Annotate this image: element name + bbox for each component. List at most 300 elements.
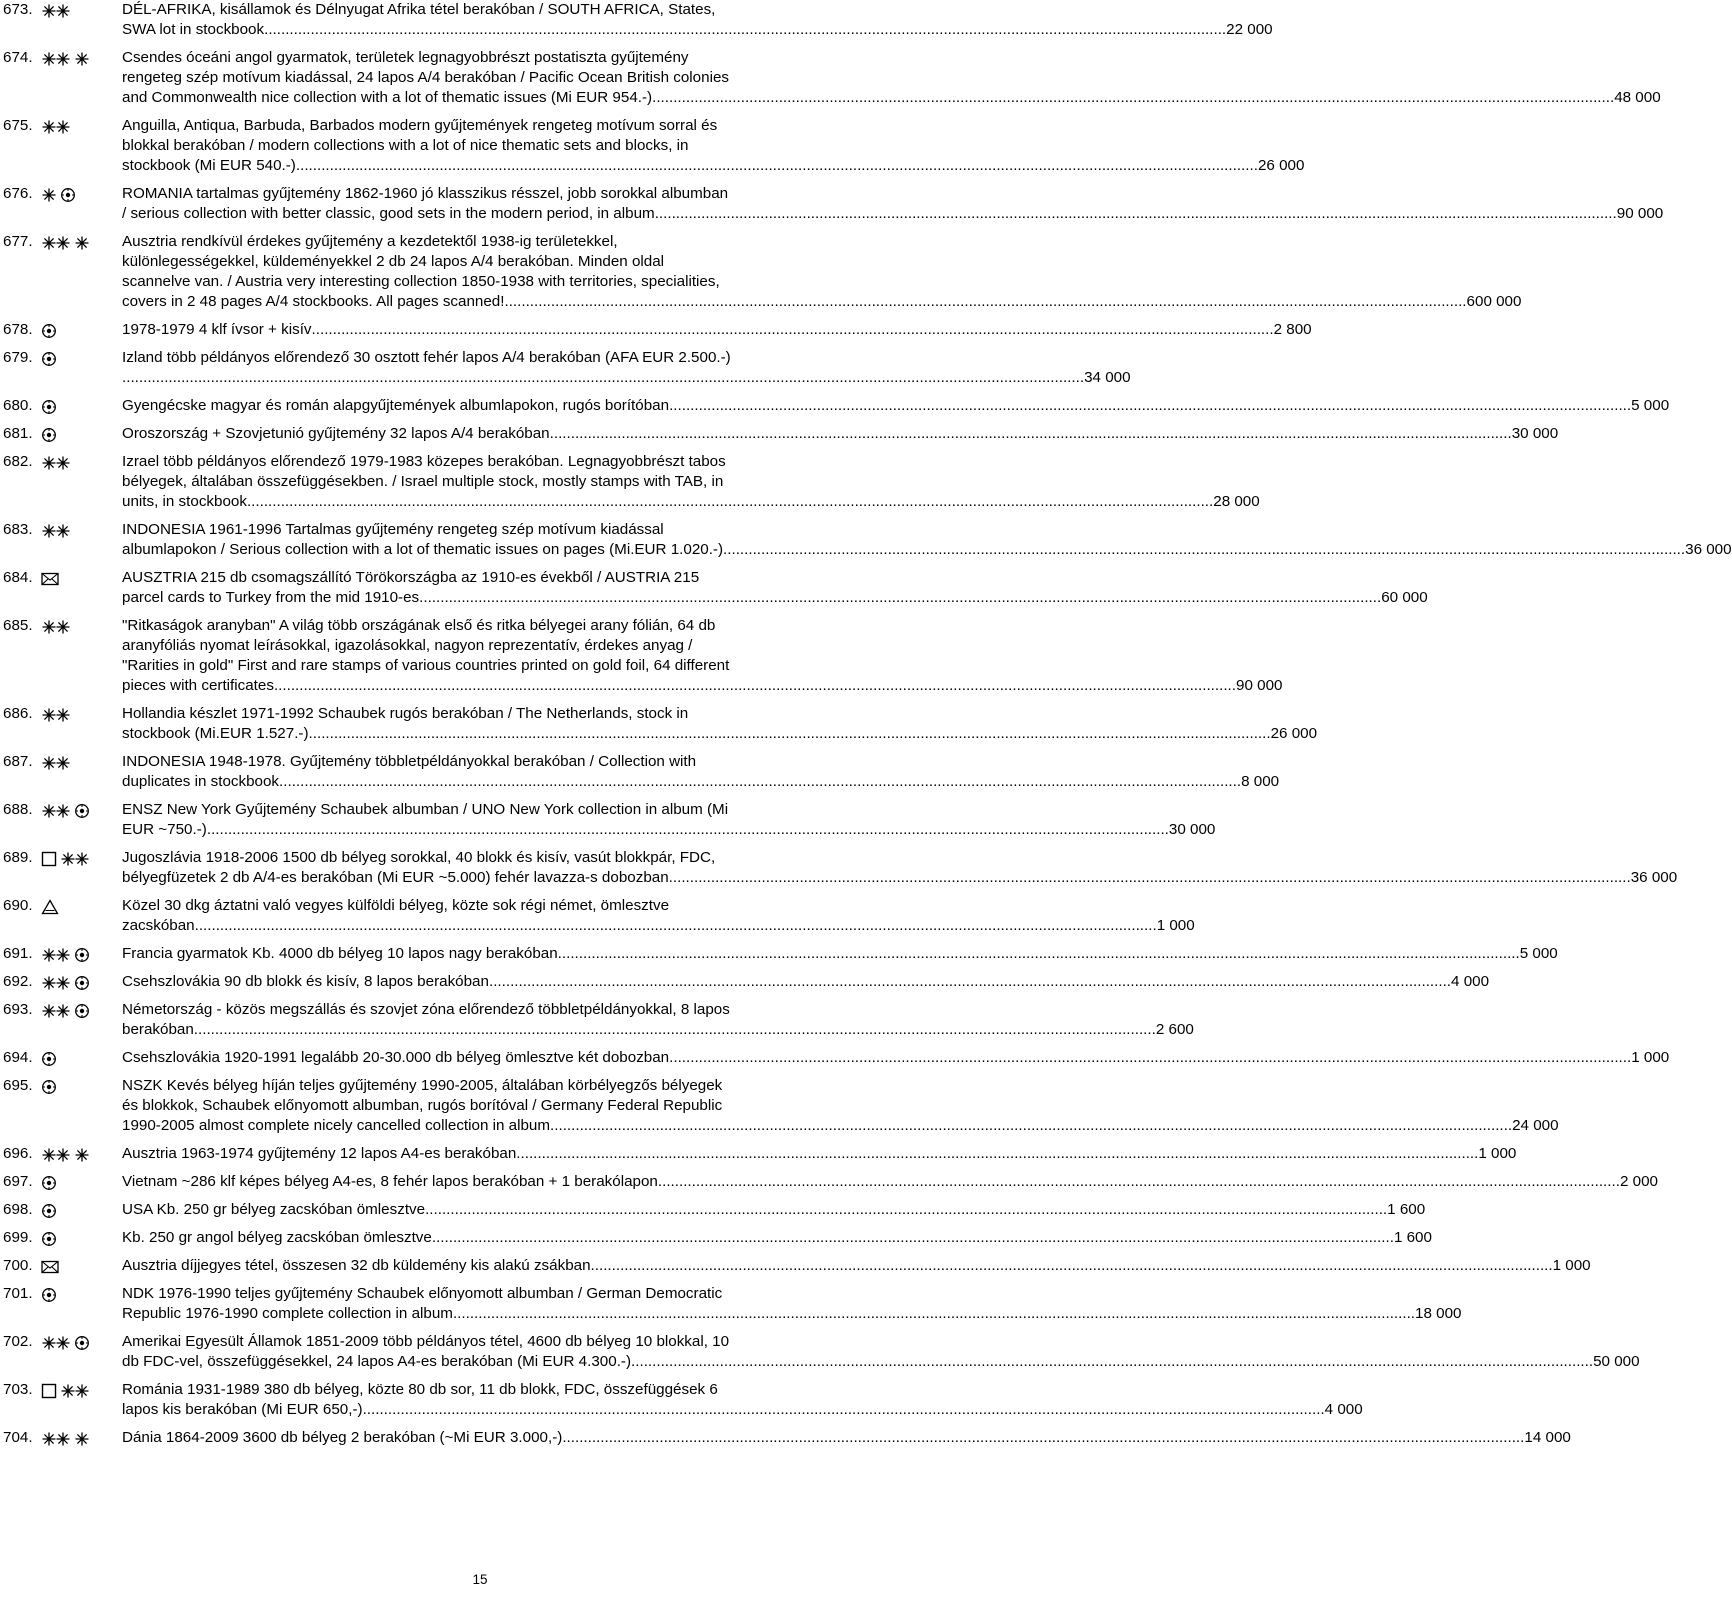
lot-condition-icons — [41, 1200, 122, 1220]
lot-price: 24 000 — [1512, 1117, 1559, 1134]
description-last-line: 1978-1979 4 klf ívsor + kisív — [122, 321, 312, 338]
lot-price: 36 000 — [1630, 869, 1678, 886]
dot-leader: .................................................................................................................................................................................................................................... — [723, 541, 1686, 558]
lot-number: 682. — [3, 453, 33, 470]
description-last-line: EUR ~750.-) — [122, 821, 207, 838]
description-last-line: db FDC-vel, összefüggésekkel, 24 lapos A4-es berakóban (Mi EUR 4.300.-) — [122, 1353, 632, 1370]
dot-leader: .................................................................................................................................................................................................................................... — [295, 157, 1258, 174]
stamps-mint-icon — [41, 3, 71, 19]
lot-item — [0, 1076, 1559, 1136]
dot-leader: .................................................................................................................................................................................................................................... — [652, 89, 1615, 106]
lot-description — [122, 1048, 1670, 1068]
lot-item — [0, 348, 1131, 388]
lot-description — [122, 568, 1428, 608]
description-line: Izrael több példányos előrendező 1979-1983 közepes berakóban. Legnagyobbrészt tabos — [122, 453, 726, 470]
stamp-used-icon — [41, 399, 57, 415]
lot-number: 688. — [3, 801, 33, 818]
lot-number: 696. — [3, 1145, 33, 1162]
lot-price: 1 000 — [1631, 1049, 1670, 1066]
price-line — [122, 1352, 1640, 1372]
price-line — [122, 724, 1318, 744]
description-last-line: 1990-2005 almost complete nicely cancelled collection in album — [122, 1117, 551, 1134]
description-last-line: / serious collection with better classic, good sets in the modern period, in album — [122, 205, 655, 222]
lot-description — [122, 752, 1280, 792]
stamp-used-icon — [41, 1231, 57, 1247]
lot-item — [0, 0, 1273, 40]
dot-leader: .................................................................................................................................................................................................................................... — [194, 917, 1157, 934]
lot-condition-icons — [41, 616, 122, 636]
lot-item — [0, 1200, 1426, 1220]
lot-number: 697. — [3, 1173, 33, 1190]
price-line — [122, 1256, 1591, 1276]
dot-leader: .................................................................................................................................................................................................................................... — [431, 1229, 1394, 1246]
lot-number: 702. — [3, 1333, 33, 1350]
lot-price: 34 000 — [1084, 369, 1131, 386]
lot-description — [122, 396, 1670, 416]
lot-condition-icons — [41, 0, 122, 20]
page-number: 15 — [472, 1572, 488, 1587]
envelope-icon — [41, 572, 59, 586]
lot-item — [0, 800, 1216, 840]
lot-condition-icons — [41, 1428, 122, 1448]
dot-leader: .................................................................................................................................................................................................................................... — [251, 493, 1214, 510]
stamp-hinged-icon — [74, 1147, 90, 1163]
lot-item — [0, 1228, 1432, 1248]
lot-price: 4 000 — [1324, 1401, 1363, 1418]
stamps-mint-icon — [41, 119, 71, 135]
lot-description — [122, 1380, 1363, 1420]
stamps-mint-icon — [60, 1383, 90, 1399]
lot-price: 60 000 — [1381, 589, 1428, 606]
lot-condition-icons — [41, 348, 122, 368]
stamp-used-icon — [41, 323, 57, 339]
lot-item — [0, 848, 1678, 888]
price-line — [122, 1400, 1363, 1420]
price-line — [122, 1200, 1426, 1220]
stamps-mint-icon — [41, 803, 71, 819]
lot-number: 675. — [3, 117, 33, 134]
lot-condition-icons — [41, 568, 122, 588]
lot-condition-icons — [41, 1332, 122, 1352]
dot-leader: .................................................................................................................................................................................................................................... — [193, 1021, 1156, 1038]
stamp-used-icon — [41, 351, 57, 367]
lot-condition-icons — [41, 116, 122, 136]
dot-leader: .................................................................................................................................................................................................................................... — [311, 321, 1274, 338]
price-line — [122, 1144, 1517, 1164]
lot-item — [0, 1380, 1363, 1420]
stamps-mint-icon — [41, 947, 71, 963]
price-line — [122, 20, 1273, 40]
lot-description — [122, 348, 1131, 388]
description-line: rengeteg szép motívum kiadással, 24 lapos A/4 berakóban / Pacific Ocean British colonies — [122, 69, 729, 86]
dot-leader: .................................................................................................................................................................................................................................... — [562, 1429, 1525, 1446]
lot-description — [122, 1144, 1517, 1164]
lot-price: 26 000 — [1270, 725, 1318, 742]
price-line — [122, 368, 1131, 388]
lot-description — [122, 1200, 1426, 1220]
lot-price: 90 000 — [1236, 677, 1283, 694]
lot-condition-icons — [41, 320, 122, 340]
description-line: Jugoszlávia 1918-2006 1500 db bélyeg sorokkal, 40 blokk és kisív, vasút blokkpár, FDC, — [122, 849, 716, 866]
lot-item — [0, 1256, 1591, 1276]
price-line — [122, 88, 1661, 108]
lot-condition-icons — [41, 1144, 122, 1164]
description-line: AUSZTRIA 215 db csomagszállító Törökországba az 1910-es évekből / AUSTRIA 215 — [122, 569, 700, 586]
lot-number: 680. — [3, 397, 33, 414]
price-line — [122, 676, 1283, 696]
stamp-hinged-icon — [74, 235, 90, 251]
lot-item — [0, 396, 1670, 416]
lot-condition-icons — [41, 184, 122, 204]
lot-item — [0, 1172, 1658, 1192]
lot-number: 700. — [3, 1257, 33, 1274]
description-last-line: parcel cards to Turkey from the mid 1910-es — [122, 589, 420, 606]
description-line: ROMANIA tartalmas gyűjtemény 1862-1960 jó klasszikus résszel, jobb sorokkal albumban — [122, 185, 729, 202]
lot-price: 18 000 — [1415, 1305, 1462, 1322]
lot-item — [0, 1048, 1670, 1068]
lot-condition-icons — [41, 896, 122, 916]
price-line — [122, 1228, 1432, 1248]
lot-price: 5 000 — [1631, 397, 1670, 414]
lot-number: 690. — [3, 897, 33, 914]
lot-number: 679. — [3, 349, 33, 366]
lot-description — [122, 944, 1558, 964]
lot-item — [0, 616, 1283, 696]
lot-number: 685. — [3, 617, 33, 634]
dot-leader: .................................................................................................................................................................................................................................... — [425, 1201, 1388, 1218]
lot-item — [0, 1144, 1517, 1164]
lot-item — [0, 1332, 1640, 1372]
lot-item — [0, 452, 1260, 512]
dot-leader: .................................................................................................................................................................................................................................... — [504, 293, 1467, 310]
lot-condition-icons — [41, 1284, 122, 1304]
description-last-line: Ausztria díjjegyes tétel, összesen 32 db küldemény kis alakú zsákban — [122, 1257, 591, 1274]
dot-leader: .................................................................................................................................................................................................................................... — [549, 425, 1512, 442]
stamp-used-icon — [41, 1175, 57, 1191]
dot-leader: .................................................................................................................................................................................................................................... — [264, 21, 1227, 38]
description-last-line: Csehszlovákia 90 db blokk és kisív, 8 lapos berakóban — [122, 973, 489, 990]
description-last-line: pieces with certificates — [122, 677, 274, 694]
description-line: Csendes óceáni angol gyarmatok, területek legnagyobbrészt postatiszta gyűjtemény — [122, 49, 689, 66]
lot-description — [122, 424, 1559, 444]
lot-description — [122, 1172, 1658, 1192]
price-line — [122, 820, 1216, 840]
lot-number: 673. — [3, 1, 33, 18]
lot-description — [122, 848, 1678, 888]
description-last-line: SWA lot in stockbook — [122, 21, 265, 38]
description-line: ENSZ New York Gyűjtemény Schaubek albumban / UNO New York collection in album (Mi — [122, 801, 729, 818]
lot-description — [122, 1076, 1559, 1136]
lot-item — [0, 424, 1559, 444]
lot-item — [0, 184, 1664, 224]
lot-condition-icons — [41, 800, 122, 820]
lot-description — [122, 0, 1273, 40]
stamps-mint-icon — [41, 1003, 71, 1019]
description-last-line: albumlapokon / Serious collection with a lot of thematic issues on pages (Mi.EUR 1.020.-) — [122, 541, 724, 558]
price-line — [122, 1172, 1658, 1192]
dot-leader: .................................................................................................................................................................................................................................... — [669, 1049, 1632, 1066]
lot-price: 1 600 — [1387, 1201, 1426, 1218]
lot-description — [122, 1284, 1462, 1324]
description-line: INDONESIA 1948-1978. Gyűjtemény többletpéldányokkal berakóban / Collection with — [122, 753, 697, 770]
stamp-used-icon — [74, 1335, 90, 1351]
price-line — [122, 492, 1260, 512]
lot-description — [122, 1228, 1432, 1248]
lot-number: 686. — [3, 705, 33, 722]
lot-price: 1 000 — [1478, 1145, 1517, 1162]
lot-price: 1 000 — [1552, 1257, 1591, 1274]
stamps-mint-icon — [41, 975, 71, 991]
description-last-line: duplicates in stockbook — [122, 773, 280, 790]
lot-number: 701. — [3, 1285, 33, 1302]
price-line — [122, 424, 1559, 444]
lot-condition-icons — [41, 752, 122, 772]
description-line: "Ritkaságok aranyban" A világ több országának első és ritka bélyegei arany fólián, 64 db — [122, 617, 716, 634]
description-last-line: Republic 1976-1990 complete collection in album — [122, 1305, 453, 1322]
price-line — [122, 320, 1312, 340]
stamps-mint-icon — [41, 707, 71, 723]
lot-condition-icons — [41, 1076, 122, 1096]
lot-number: 691. — [3, 945, 33, 962]
stamp-used-icon — [41, 427, 57, 443]
lot-price: 26 000 — [1257, 157, 1305, 174]
description-last-line: Gyengécske magyar és román alapgyűjtemények albumlapokon, rugós borítóban — [122, 397, 670, 414]
lot-price: 1 600 — [1393, 1229, 1432, 1246]
lot-description — [122, 520, 1732, 560]
mixed-quality-icon — [41, 899, 59, 915]
dot-leader: .................................................................................................................................................................................................................................... — [488, 973, 1452, 990]
description-last-line: Vietnam ~286 klf képes bélyeg A4-es, 8 fehér lapos berakóban + 1 berakólapon — [122, 1173, 658, 1190]
description-line: és blokkok, Schaubek előnyomott albumban, rugós borítóval / Germany Federal Republic — [122, 1097, 723, 1114]
lot-price: 22 000 — [1226, 21, 1273, 38]
description-last-line: and Commonwealth nice collection with a lot of thematic issues (Mi EUR 954.-) — [122, 89, 653, 106]
stamps-mint-icon — [41, 51, 71, 67]
stamps-mint-icon — [41, 755, 71, 771]
dot-leader: .................................................................................................................................................................................................................................... — [308, 725, 1271, 742]
dot-leader: .................................................................................................................................................................................................................................... — [557, 945, 1520, 962]
lot-condition-icons — [41, 396, 122, 416]
lot-number: 703. — [3, 1381, 33, 1398]
lot-description — [122, 1428, 1571, 1448]
description-line: INDONESIA 1961-1996 Tartalmas gyűjtemény rengeteg szép motívum kiadással — [122, 521, 664, 538]
price-line — [122, 292, 1522, 312]
lot-item — [0, 116, 1305, 176]
lot-number: 704. — [3, 1429, 33, 1446]
price-line — [122, 1428, 1571, 1448]
lot-price: 8 000 — [1241, 773, 1280, 790]
price-line — [122, 944, 1558, 964]
price-line — [122, 1048, 1670, 1068]
stamp-hinged-icon — [74, 1431, 90, 1447]
lot-description — [122, 184, 1664, 224]
stamp-used-icon — [41, 1079, 57, 1095]
lot-number: 694. — [3, 1049, 33, 1066]
lot-item — [0, 944, 1558, 964]
block-icon — [41, 851, 57, 867]
lot-condition-icons — [41, 232, 122, 252]
price-line — [122, 204, 1664, 224]
lot-number: 674. — [3, 49, 33, 66]
lot-number: 689. — [3, 849, 33, 866]
lot-number: 693. — [3, 1001, 33, 1018]
dot-leader: .................................................................................................................................................................................................................................... — [452, 1305, 1416, 1322]
lot-condition-icons — [41, 972, 122, 992]
block-icon — [41, 1383, 57, 1399]
lot-number: 681. — [3, 425, 33, 442]
description-line: Románia 1931-1989 380 db bélyeg, közte 80 db sor, 11 db blokk, FDC, összefüggések 6 — [122, 1381, 718, 1398]
stamp-used-icon — [74, 975, 90, 991]
lot-item — [0, 520, 1732, 560]
price-line — [122, 396, 1670, 416]
description-last-line: lapos kis berakóban (Mi EUR 650,-) — [122, 1401, 363, 1418]
description-line: blokkal berakóban / modern collections with a lot of nice thematic sets and blocks, in — [122, 137, 689, 154]
stamp-used-icon — [74, 947, 90, 963]
price-line — [122, 772, 1280, 792]
lot-number: 676. — [3, 185, 33, 202]
stamps-mint-icon — [60, 851, 90, 867]
lot-price: 50 000 — [1593, 1353, 1640, 1370]
stamp-used-icon — [41, 1051, 57, 1067]
lot-description — [122, 232, 1522, 312]
lot-condition-icons — [41, 1048, 122, 1068]
description-line: bélyegek, általában összefüggésekben. / Israel multiple stock, mostly stamps with TAB, in — [122, 473, 724, 490]
lot-number: 695. — [3, 1077, 33, 1094]
lot-number: 677. — [3, 233, 33, 250]
description-last-line: stockbook (Mi EUR 540.-) — [122, 157, 296, 174]
price-line — [122, 972, 1490, 992]
lot-description — [122, 1256, 1591, 1276]
lot-description — [122, 452, 1260, 512]
stamp-hinged-icon — [74, 51, 90, 67]
description-line: DÉL-AFRIKA, kisállamok és Délnyugat Afrika tétel berakóban / SOUTH AFRICA, States, — [122, 1, 716, 18]
dot-leader: .................................................................................................................................................................................................................................... — [590, 1257, 1553, 1274]
lot-condition-icons — [41, 48, 122, 68]
lot-number: 699. — [3, 1229, 33, 1246]
stamp-used-icon — [74, 1003, 90, 1019]
lot-item — [0, 568, 1428, 608]
lot-condition-icons — [41, 452, 122, 472]
lot-price: 2 600 — [1155, 1021, 1194, 1038]
lot-condition-icons — [41, 1256, 122, 1276]
lot-item — [0, 1000, 1194, 1040]
dot-leader: .................................................................................................................................................................................................................................... — [668, 869, 1631, 886]
lot-price: 28 000 — [1213, 493, 1260, 510]
lot-price: 90 000 — [1616, 205, 1664, 222]
lot-condition-icons — [41, 944, 122, 964]
description-last-line: Kb. 250 gr angol bélyeg zacskóban ömlesztve — [122, 1229, 432, 1246]
lot-item — [0, 752, 1280, 792]
lot-item — [0, 972, 1490, 992]
lot-condition-icons — [41, 424, 122, 444]
description-line: Anguilla, Antiqua, Barbuda, Barbados modern gyűjtemények rengeteg motívum sorral és — [122, 117, 718, 134]
description-line: Közel 30 dkg áztatni való vegyes külföldi bélyeg, közte sok régi német, ömlesztve — [122, 897, 670, 914]
lot-number: 687. — [3, 753, 33, 770]
dot-leader: .................................................................................................................................................................................................................................... — [362, 1401, 1325, 1418]
description-last-line: stockbook (Mi.EUR 1.527.-) — [122, 725, 309, 742]
lot-price: 14 000 — [1524, 1429, 1571, 1446]
lot-description — [122, 116, 1305, 176]
price-line — [122, 1116, 1559, 1136]
lot-description — [122, 1000, 1194, 1040]
price-line — [122, 1304, 1462, 1324]
description-last-line: units, in stockbook. — [122, 493, 252, 510]
lot-item — [0, 320, 1312, 340]
price-line — [122, 1020, 1194, 1040]
lot-condition-icons — [41, 1380, 122, 1400]
description-last-line: zacskóban — [122, 917, 195, 934]
description-line: Hollandia készlet 1971-1992 Schaubek rugós berakóban / The Netherlands, stock in — [122, 705, 689, 722]
description-line: NDK 1976-1990 teljes gyűjtemény Schaubek előnyomott albumban / German Democratic — [122, 1285, 723, 1302]
description-line: aranyfóliás nyomat leírásokkal, igazolásokkal, nagyon reprezentatív, érdekes anyag / — [122, 637, 693, 654]
description-last-line: Francia gyarmatok Kb. 4000 db bélyeg 10 lapos nagy berakóban — [122, 945, 558, 962]
lot-price: 48 000 — [1614, 89, 1661, 106]
stamps-mint-icon — [41, 523, 71, 539]
dot-leader: .................................................................................................................................................................................................................................... — [516, 1145, 1479, 1162]
lot-item — [0, 1428, 1571, 1448]
description-line: Izland több példányos előrendező 30 osztott fehér lapos A/4 berakóban (AFA EUR 2.500.-) — [122, 349, 731, 366]
description-last-line: Csehszlovákia 1920-1991 legalább 20-30.000 db bélyeg ömlesztve két dobozban — [122, 1049, 670, 1066]
description-line: Ausztria rendkívül érdekes gyűjtemény a kezdetektől 1938-ig területekkel, — [122, 233, 618, 250]
description-line: scannelve van. / Austria very interesting collection 1850-1938 with territories, specialities, — [122, 273, 720, 290]
lot-price: 36 000 — [1685, 541, 1732, 558]
lot-number: 692. — [3, 973, 33, 990]
stamps-mint-icon — [41, 619, 71, 635]
dot-leader: .................................................................................................................................................................................................................................... — [631, 1353, 1594, 1370]
description-last-line: Dánia 1864-2009 3600 db bélyeg 2 berakóban (~Mi EUR 3.000,-) — [122, 1429, 563, 1446]
lot-price: 5 000 — [1519, 945, 1558, 962]
stamp-used-icon — [60, 187, 76, 203]
description-last-line: Oroszország + Szovjetunió gyűjtemény 32 lapos A/4 berakóban — [122, 425, 550, 442]
lot-condition-icons — [41, 1000, 122, 1020]
lot-condition-icons — [41, 1172, 122, 1192]
description-last-line: covers in 2 48 pages A/4 stockbooks. All pages scanned! — [122, 293, 505, 310]
stamps-mint-icon — [41, 1431, 71, 1447]
lot-item — [0, 48, 1661, 108]
dot-leader: .................................................................................................................................................................................................................................... — [669, 397, 1632, 414]
stamps-mint-icon — [41, 455, 71, 471]
price-line — [122, 156, 1305, 176]
lot-price: 2 800 — [1273, 321, 1312, 338]
lot-price: 4 000 — [1451, 973, 1490, 990]
lot-number: 683. — [3, 521, 33, 538]
description-last-line: bélyegfüzetek 2 db A/4-es berakóban (Mi EUR ~5.000) fehér lavazza-s dobozban — [122, 869, 669, 886]
description-line: különlegességekkel, küldeményekkel 2 db 24 lapos A/4 berakóban. Minden oldal — [122, 253, 665, 270]
lot-price: 1 000 — [1156, 917, 1195, 934]
dot-leader: .................................................................................................................................................................................................................................... — [273, 677, 1237, 694]
description-last-line: Ausztria 1963-1974 gyűjtemény 12 lapos A4-es berakóban — [122, 1145, 517, 1162]
dot-leader: .................................................................................................................................................................................................................................... — [206, 821, 1169, 838]
lot-item — [0, 1284, 1462, 1324]
stamps-mint-icon — [41, 1335, 71, 1351]
envelope-icon — [41, 1260, 59, 1274]
lot-number: 698. — [3, 1201, 33, 1218]
lot-description — [122, 48, 1661, 108]
lot-item — [0, 232, 1522, 312]
dot-leader: .................................................................................................................................................................................................................................... — [657, 1173, 1620, 1190]
dot-leader: .................................................................................................................................................................................................................................... — [654, 205, 1617, 222]
description-line: "Rarities in gold" First and rare stamps of various countries printed on gold foil, 64 different — [122, 657, 730, 674]
lot-description — [122, 972, 1490, 992]
stamp-hinged-icon — [41, 187, 57, 203]
stamps-mint-icon — [41, 235, 71, 251]
dot-leader: .................................................................................................................................................................................................................................... — [279, 773, 1242, 790]
stamp-used-icon — [41, 1287, 57, 1303]
description-line: NSZK Kevés bélyeg híján teljes gyűjtemény 1990-2005, általában körbélyegzős bélyegek — [122, 1077, 723, 1094]
stamp-used-icon — [74, 803, 90, 819]
lot-description — [122, 896, 1195, 936]
price-line — [122, 868, 1678, 888]
lot-number: 678. — [3, 321, 33, 338]
